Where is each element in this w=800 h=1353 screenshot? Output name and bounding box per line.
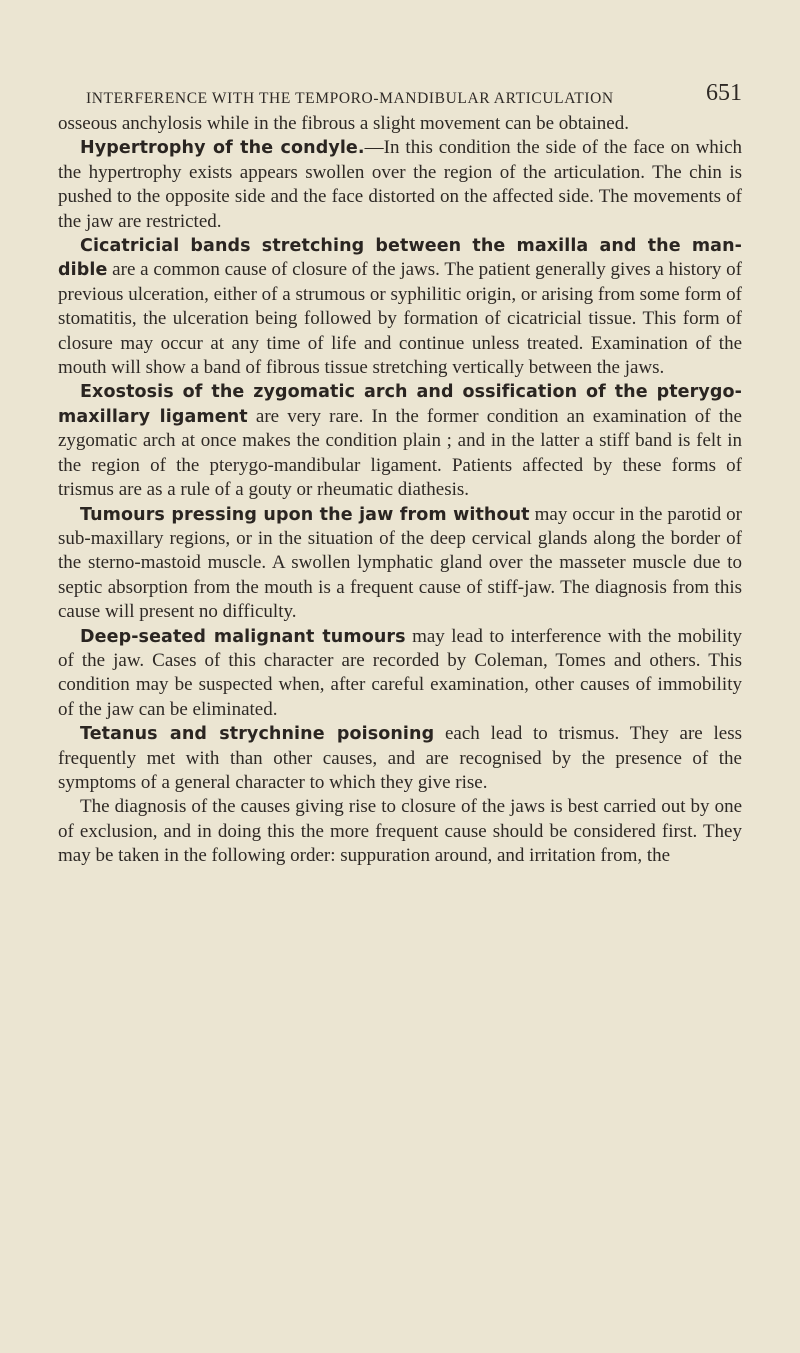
paragraph-heading: Deep-seated malignant tumours: [80, 626, 406, 647]
running-head: [58, 78, 742, 112]
paragraph-heading: Cicatricial bands stretching between the maxilla and the man- dible: [58, 236, 742, 281]
paragraph-tetanus: [58, 722, 742, 795]
paragraph-text: are a common cause of closure of the jaws. The patient generally gives a history of previous ulceration, either of a strumous or syphilitic origin, or arising from some form of stomatitis, the ulceration being followed by formation of cicatricial tissue. This form of closure may occur at any time of life and continue unless treated. Examination of the mouth will show a band of fibrous tissue stretching vertically between the jaws.: [58, 259, 742, 379]
page-number: 651: [706, 80, 742, 106]
book-page: [58, 78, 742, 869]
paragraph-continuation: [58, 112, 742, 136]
paragraph-malignant-tumours: [58, 625, 742, 723]
paragraph-text: each lead to trismus. They are less frequently met with than other causes, and are recognised by the presence of the symptoms of a general character to which they give rise.: [58, 723, 742, 793]
paragraph-text: may occur in the parotid or sub-maxillary regions, or in the situation of the deep cervical glands along the border of the sterno-mastoid muscle. A swollen lymphatic gland over the masseter muscle due to septic absorption from the mouth is a frequent cause of stiff-jaw. The diagnosis from this cause will present no difficulty.: [58, 503, 743, 623]
paragraph-heading: Hypertrophy of the condyle.: [80, 138, 365, 159]
paragraph-tumours-pressing: [58, 503, 742, 625]
paragraph-diagnosis: [58, 795, 742, 868]
paragraph-heading: Tetanus and strychnine poisoning: [80, 724, 435, 745]
paragraph-heading: Exostosis of the zygomatic arch and ossification of the pterygo- maxillary ligament: [58, 382, 742, 427]
paragraph-hypertrophy: [58, 136, 742, 234]
running-title: INTERFERENCE WITH THE TEMPORO-MANDIBULAR ARTICULATION: [86, 90, 614, 107]
paragraph-cicatricial-bands: [58, 234, 742, 380]
paragraph-text: may lead to interference with the mobility of the jaw. Cases of this character are recorded by Coleman, Tomes and others. This condition may be suspected when, after careful examination, other causes of immobility of the jaw can be eliminated.: [58, 625, 742, 720]
paragraph-text: are very rare. In the former condition an examination of the zygomatic arch at once makes the condition plain ; and in the latter a stiff band is felt in the region of the pterygo-mandibular ligament. Patients affected by these forms of trismus are as a rule of a gouty or rheumatic diathesis.: [58, 405, 742, 501]
paragraph-exostosis: [58, 380, 742, 502]
paragraph-text: osseous anchylosis while in the fibrous a slight movement can be obtained.: [58, 113, 629, 134]
paragraph-text: —In this condition the side of the face on which the hypertrophy exists appears swollen over the region of the articulation. The chin is pushed to the opposite side and the face distorted on the affected side. The movements of the jaw are restricted.: [58, 137, 742, 232]
paragraph-text: The diagnosis of the causes giving rise to closure of the jaws is best carried out by one of exclusion, and in doing this the more frequent cause should be considered first. They may be taken in the following order: suppuration around, and irritation from, the: [58, 796, 742, 867]
body-text: [58, 112, 742, 869]
paragraph-heading: Tumours pressing upon the jaw from without: [80, 504, 530, 525]
